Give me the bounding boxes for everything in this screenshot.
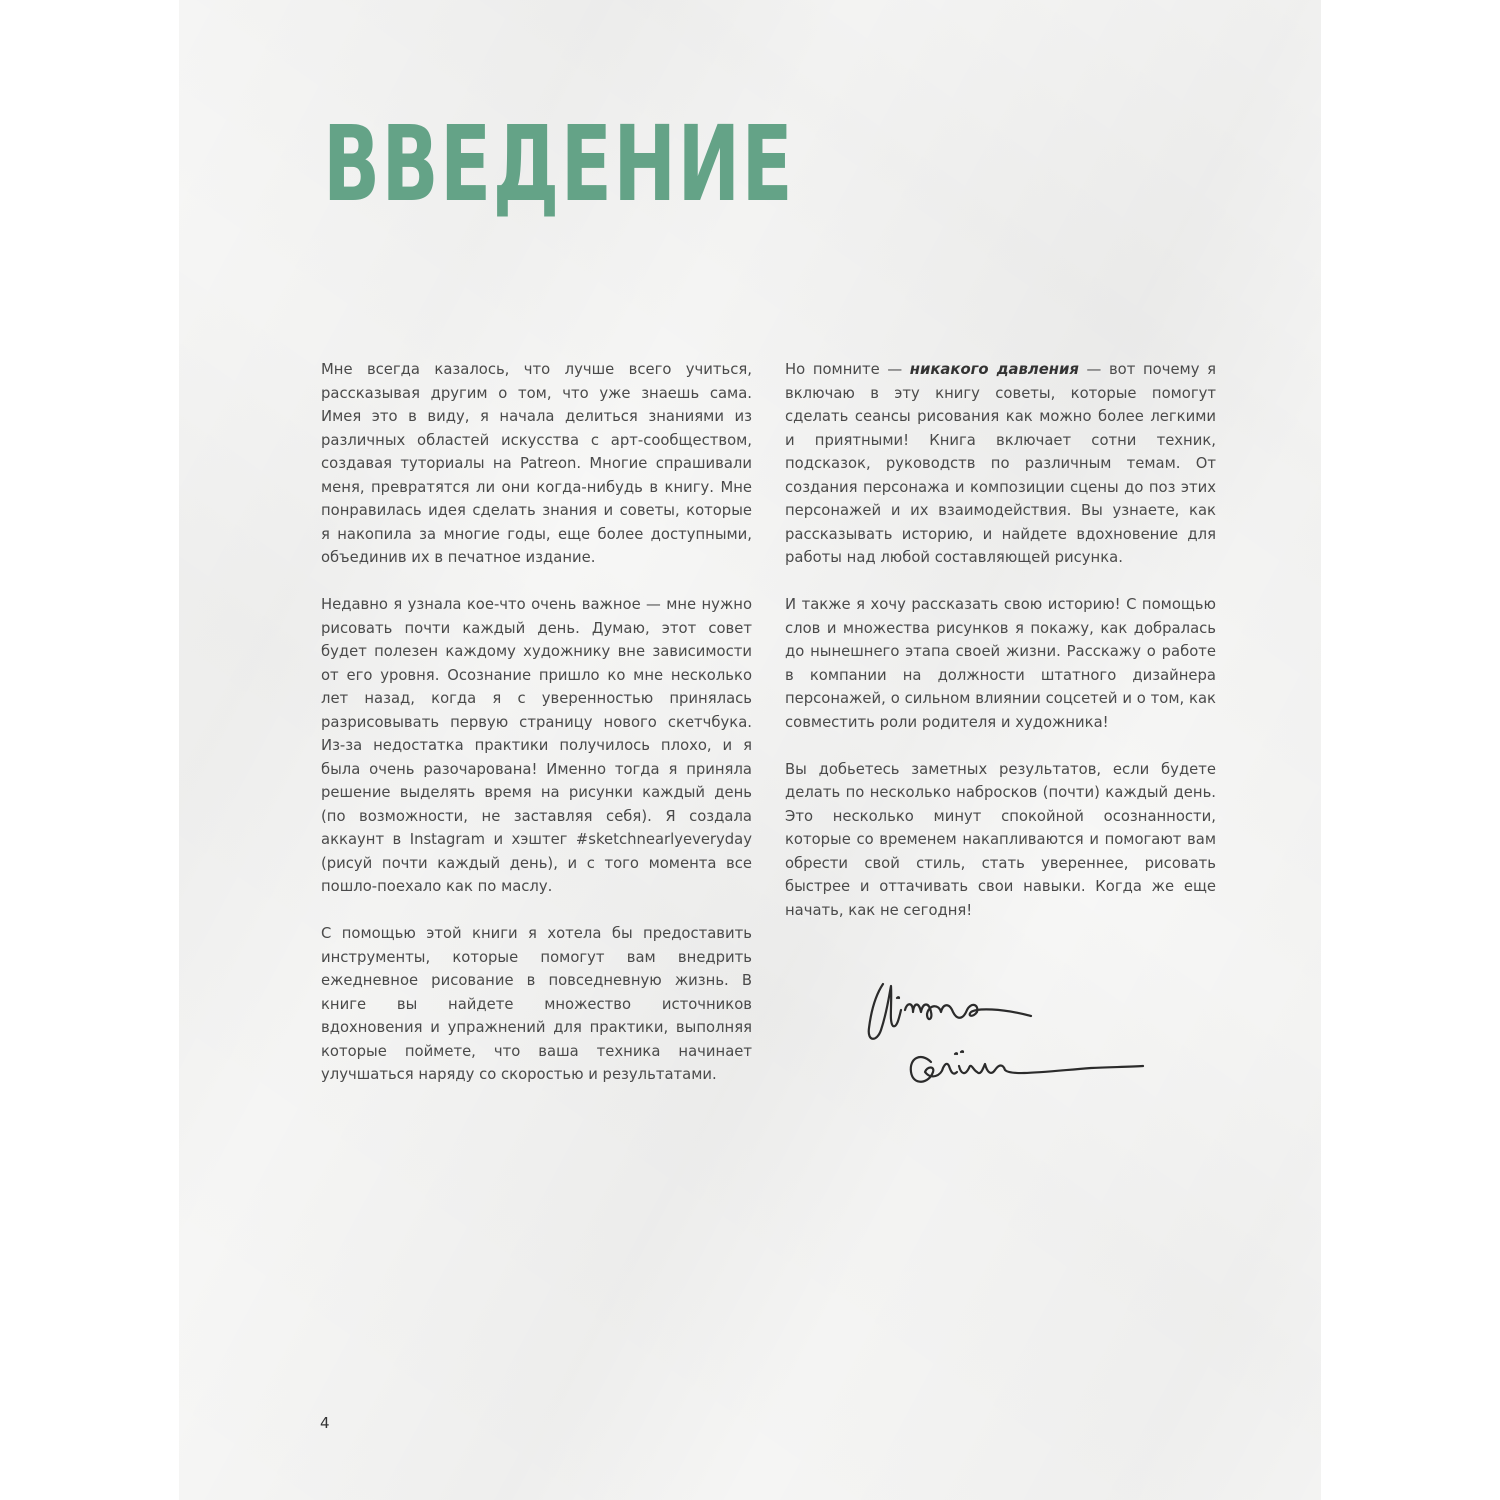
book-page <box>179 0 1321 1500</box>
left-text-column <box>321 358 752 1110</box>
paragraph-3: С помощью этой книги я хотела бы предоставить инструменты, которые помогут вам внедрить ежедневное рисование в повседневную жизнь. В книге вы найдете множество источников вдохновения и упражнений для практики, выполняя которые поймете, что ваша техника начинает улучшаться наряду со скоростью и результатами. <box>321 925 752 1083</box>
right-text-column <box>785 358 1216 946</box>
paragraph-6: Вы добьетесь заметных результатов, если будете делать по несколько набросков (почти) каждый день. Это несколько минут спокойной осознанности, которые со временем накапливаются и помогают вам обрести свой стиль, стать увереннее, рисовать быстрее и оттачивать свои навыки. Когда же еще начать, как не сегодня! <box>785 760 1216 919</box>
emphasis-text: никакого давления <box>909 361 1079 378</box>
paragraph-4-start: Но помните — <box>785 361 910 378</box>
paragraph-1: Мне всегда казалось, что лучше всего учиться, рассказывая другим о том, что уже знаешь сама. Имея это в виду, я начала делиться знаниями из различных областей искусства с арт-сообществом, создавая туториалы на Patreon. Многие спрашивали меня, превратятся ли они когда-нибудь в книгу. Мне понравилась идея сделать знания и советы, которые я накопила за многие годы, еще более доступными, объединив их в печатное издание. <box>321 361 752 566</box>
paragraph-4-end: — вот почему я включаю в эту книгу советы, которые помогут сделать сеансы рисования как можно более легкими и приятными! Книга включает сотни техник, подсказок, руководств по различным темам. От создания персонажа и композиции сцены до поз этих персонажей и их взаимодействия. Вы узнаете, как рассказывать историю, и найдете вдохновение для работы над любой составляющей рисунка. <box>785 361 1216 566</box>
paragraph-4 <box>785 358 1216 570</box>
page-title: ВВЕДЕНИЕ <box>323 103 795 225</box>
author-signature <box>861 972 1161 1102</box>
paragraph-2: Недавно я узнала кое-что очень важное — мне нужно рисовать почти каждый день. Думаю, этот совет будет полезен каждому художнику вне зависимости от его уровня. Осознание пришло ко мне несколько лет назад, когда я с уверенностью принялась разрисовывать первую страницу нового скетчбука. Из-за недостатка практики получилось плохо, и я была очень разочарована! Именно тогда я приняла решение выделять время на рисунки каждый день (по возможности, не заставляя себя). Я создала аккаунт в Instagram и хэштег #sketchnearlyeveryday (рисуй почти каждый день), и с того момента все пошло-поехало как по маслу. <box>321 596 752 895</box>
page-number: 4 <box>320 1414 330 1432</box>
paragraph-5: И также я хочу рассказать свою историю! С помощью слов и множества рисунков я покажу, как добралась до нынешнего этапа своей жизни. Расскажу о работе в компании на должности штатного дизайнера персонажей, о сильном влиянии соцсетей и о том, как совместить роли родителя и художника! <box>785 596 1216 731</box>
